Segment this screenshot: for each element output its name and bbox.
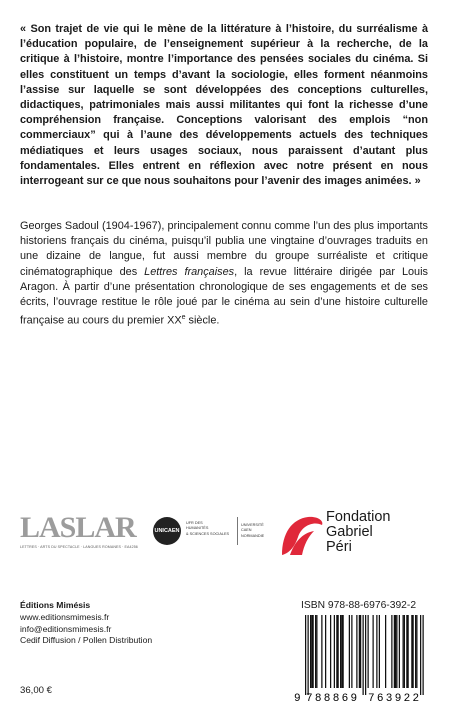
barcode-bar (360, 615, 361, 688)
barcode-bar (340, 615, 341, 688)
universite-line: UNIVERSITÉ (241, 523, 264, 527)
unicaen-mark: UNICAEN (153, 517, 181, 545)
barcode-bar (363, 615, 364, 695)
universite-caen-label (241, 523, 281, 539)
barcode-bar (391, 615, 392, 688)
fondation-line: Gabriel (326, 524, 373, 541)
description-part-2: , la revue littéraire dirigée par Louis Aragon. À partir d’une présentation chronologique de ses engagements et de ses écrits, l’ouvrage restitue le rôle joué par le cinéma au sein d’une histoire culturelle française au cours du premier XX (20, 265, 428, 327)
barcode-bar (308, 615, 309, 695)
ufr-line: HUMANITÉS (186, 526, 209, 531)
barcode-bar (406, 615, 407, 688)
barcode-bar (423, 615, 424, 695)
barcode-bar (311, 615, 312, 688)
barcode-digits-right: 763922 (368, 693, 422, 703)
laslar-subtitle: LETTRES · ARTS DU SPECTACLE · LANGUES ROMANES · EA4256 (20, 545, 138, 549)
price: 36,00 € (20, 685, 53, 696)
book-description (20, 219, 428, 329)
barcode-bar (408, 615, 409, 688)
barcode-digit-first: 9 (294, 693, 301, 703)
ufr-line: UFR DES (186, 521, 203, 525)
isbn-label: ISBN 978-88-6976-392-2 (301, 600, 417, 611)
partner-logos (0, 505, 450, 565)
publisher-distribution: Cedif Diffusion / Pollen Distribution (20, 635, 153, 646)
barcode-bar (343, 615, 344, 688)
universite-line: CAEN (241, 528, 252, 533)
barcode-bar (334, 615, 335, 688)
barcode-bar (313, 615, 314, 688)
journal-title: Lettres françaises (144, 265, 235, 278)
fondation-swirl-icon (278, 513, 324, 557)
fondation-gabriel-peri-logo (278, 507, 433, 563)
fondation-line: Péri (326, 539, 352, 556)
barcode-bar (349, 615, 350, 688)
barcode-digits-left: 788869 (306, 693, 360, 703)
publisher-website: www.editionsmimesis.fr (20, 611, 110, 622)
unicaen-logo (153, 515, 278, 555)
barcode-bar (404, 615, 405, 688)
barcode-bar (395, 615, 396, 688)
universite-line: NORMANDIE (241, 533, 265, 538)
isbn-barcode (292, 615, 431, 703)
barcode-bar (368, 615, 369, 688)
barcode-bar (310, 615, 311, 688)
barcode-bar (351, 615, 352, 688)
century-superscript: e (181, 314, 186, 322)
barcode-bar (403, 615, 404, 688)
barcode-bar (379, 615, 380, 688)
barcode-bar (399, 615, 400, 688)
barcode-bar (376, 615, 377, 688)
fondation-line: Fondation (326, 509, 391, 525)
barcode-bar (336, 615, 337, 688)
fondation-name (326, 510, 391, 556)
barcode-bar (321, 615, 322, 688)
barcode-bar (325, 615, 326, 688)
description-part-1: Georges Sadoul (1904-1967), principalement connu comme l’un des plus importants historiens français du cinéma, puisqu’il publia une vingtaine d’ouvrages traduits en une dizaine de langue, fut aussi membre du groupe surréaliste et critique cinématographique des (20, 220, 428, 278)
barcode-bar (373, 615, 374, 688)
barcode-bar (413, 615, 414, 688)
barcode-bar (411, 615, 412, 688)
laslar-logo (20, 513, 138, 549)
back-cover-quote: « Son trajet de vie qui le mène de la littérature à l’histoire, du surréalisme à l’éducation populaire, de l’enseignement supérieur à la recherche, de la critique à l’histoire, montre l’importance des pensées sociales du cinéma. Si elles constituent un temps d’avant la sociologie, elles forment néanmoins l’assise sur laquelle se sont développées des conceptions culturelles, didactiques, patrimoniales mais aussi militantes qui font la richesse d’une compréhension française. Conceptions valorisant des emplois “non commerciaux” qui à l’aune des développements actuels des techniques médiatiques et leurs usages sociaux, nous paraissent d’autant plus fondamentales. Elles entrent en réflexion avec notre présent en nous interrogeant sur ce que nous souhaitons pour l’avenir des images animées. » (20, 23, 428, 188)
barcode-bar (416, 615, 417, 688)
barcode-bar (315, 615, 316, 688)
barcode-bar (365, 615, 366, 695)
ufr-humanites-label (186, 521, 236, 537)
barcode-bar (420, 615, 421, 695)
barcode-bar (341, 615, 342, 688)
barcode-bar (316, 615, 317, 688)
barcode-bar (356, 615, 357, 688)
barcode-bars (305, 615, 424, 695)
publisher-name: Éditions Mimésis (20, 600, 91, 610)
barcode-bar (338, 615, 339, 688)
unicaen-divider (237, 517, 238, 545)
barcode-bar (396, 615, 397, 688)
barcode-bar (359, 615, 360, 688)
barcode-bar (305, 615, 306, 695)
laslar-wordmark: LASLAR (20, 511, 136, 544)
publisher-info (20, 600, 152, 647)
barcode-bar (330, 615, 331, 688)
ufr-line: & SCIENCES SOCIALES (186, 531, 230, 536)
barcode-bar (415, 615, 416, 688)
description-part-3: siècle. (185, 314, 220, 327)
barcode-bar (385, 615, 386, 688)
publisher-email: info@editionsmimesis.fr (20, 623, 112, 634)
barcode-bar (394, 615, 395, 688)
